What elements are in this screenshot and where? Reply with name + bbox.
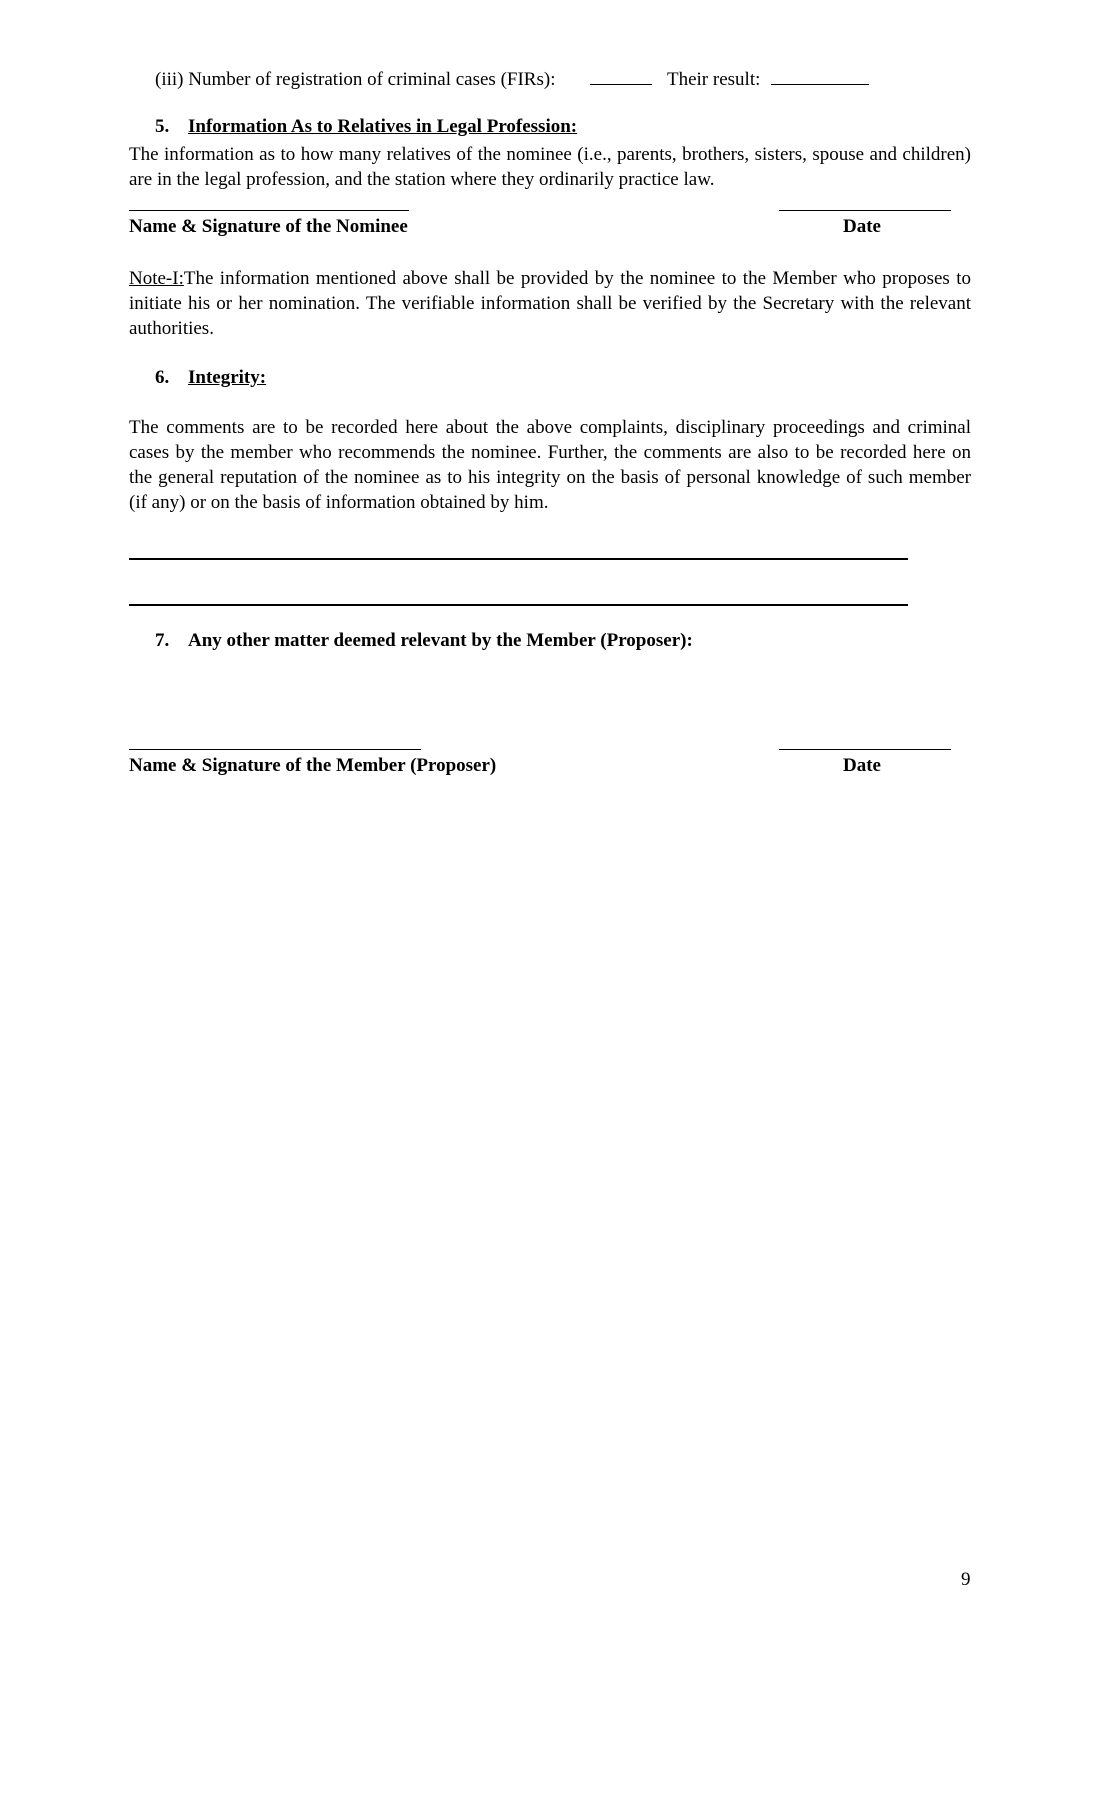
- section6-heading-row: [155, 367, 266, 389]
- page-number: 9: [961, 1569, 971, 1590]
- proposer-signature-line: [129, 749, 421, 750]
- note-text: The information mentioned above shall be provided by the nominee to the Member who proposes to initiate his or her nomination. The verifiable information shall be verified by the Secretary with the relevant authorities.: [129, 268, 971, 339]
- note-paragraph: [129, 266, 971, 341]
- section7-number: 7.: [155, 630, 170, 651]
- criminal-cases-result-label: Their result:: [666, 69, 761, 90]
- comment-line-2: [129, 604, 908, 606]
- nominee-date-line: [779, 210, 951, 211]
- section5-heading-row: [155, 116, 577, 138]
- section6-body: The comments are to be recorded here about the above complaints, disciplinary proceedings and criminal cases by the member who recommends the nominee. Further, the comments are also to be recorded here on the general reputation of the nominee as to his integrity on the basis of personal knowledge of such member (if any) or on the basis of information obtained by him.: [129, 417, 971, 513]
- criminal-cases-count-blank: [590, 66, 652, 85]
- nominee-date-label: Date: [843, 216, 881, 237]
- criminal-cases-label: (iii) Number of registration of criminal cases (FIRs):: [155, 69, 556, 90]
- nominee-signature-line: [129, 210, 409, 211]
- nominee-name-signature-label: Name & Signature of the Nominee: [129, 216, 408, 237]
- criminal-cases-result-blank: [771, 66, 869, 85]
- section6-number: 6.: [155, 367, 170, 388]
- comment-line-1: [129, 558, 908, 560]
- criminal-cases-line: [155, 66, 869, 91]
- section6-heading: Integrity:: [188, 367, 267, 388]
- section5-number: 5.: [155, 116, 170, 137]
- section5-body: The information as to how many relatives of the nominee (i.e., parents, brothers, sisters, spouse and children) are in the legal profession, and the station where they ordinarily practice law.: [129, 144, 971, 190]
- section7-heading: Any other matter deemed relevant by the Member (Proposer):: [188, 630, 693, 651]
- proposer-name-signature-label: Name & Signature of the Member (Proposer): [129, 755, 497, 776]
- section5-heading: Information As to Relatives in Legal Profession:: [188, 116, 578, 137]
- proposer-date-label: Date: [843, 755, 881, 776]
- note-label: Note-I:: [129, 268, 184, 289]
- section7-heading-row: [155, 630, 693, 652]
- proposer-date-line: [779, 749, 951, 750]
